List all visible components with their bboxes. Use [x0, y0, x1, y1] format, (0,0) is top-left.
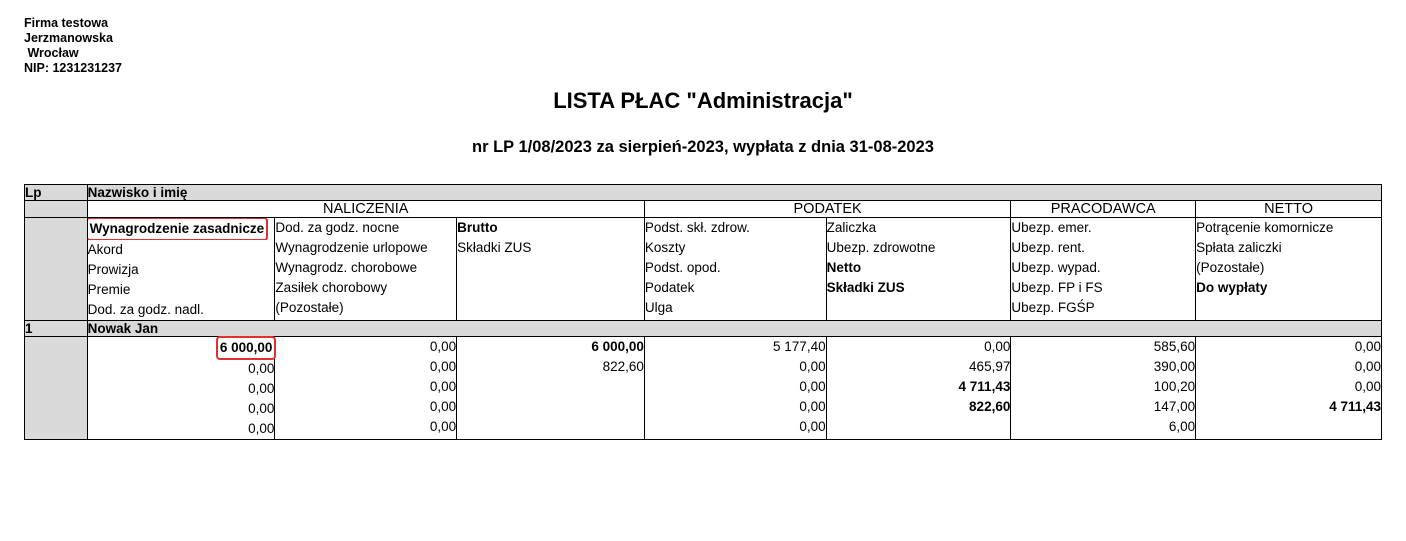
values-col3: [457, 337, 645, 440]
employee-name-row: [25, 321, 1382, 337]
value-skladki-zus: 822,60: [602, 359, 644, 374]
value-ubezp-zdrowotne: 465,97: [969, 359, 1011, 374]
label-ubezp-fp-fs: Ubezp. FP i FS: [1011, 280, 1103, 295]
labels-col7: [1196, 218, 1382, 321]
values-spacer: [25, 337, 88, 440]
label-netto: Netto: [826, 260, 862, 275]
value-ubezp-fgsp: 6,00: [1168, 419, 1196, 434]
row-employee-name: Nowak Jan: [87, 321, 1381, 337]
label-spacer: [25, 218, 88, 321]
highlighted-label: Wynagrodzenie zasadnicze: [88, 218, 269, 240]
row-lp: 1: [25, 321, 88, 337]
group-podatek: PODATEK: [644, 201, 1010, 218]
values-col4: [644, 337, 826, 440]
value-zaliczka: 0,00: [984, 339, 1011, 354]
label-wynagrodz-chorobowe: Wynagrodz. chorobowe: [275, 260, 418, 275]
label-dod-godz-nocne: Dod. za godz. nocne: [275, 220, 400, 235]
value-pozostale-naliczenia: 0,00: [429, 419, 457, 434]
label-zaliczka: Zaliczka: [826, 220, 877, 235]
values-col1: [87, 337, 275, 440]
label-premie: Premie: [87, 282, 131, 297]
label-ubezp-zdrowotne: Ubezp. zdrowotne: [826, 240, 936, 255]
label-do-wyplaty: Do wypłaty: [1196, 280, 1268, 295]
value-wynagrodz-chorobowe: 0,00: [429, 379, 457, 394]
label-pozostale-netto: (Pozostałe): [1196, 260, 1265, 275]
group-spacer: [25, 201, 88, 218]
company-street: Jerzmanowska: [24, 31, 113, 45]
company-name: Firma testowa: [24, 16, 109, 30]
value-akord: 0,00: [248, 361, 275, 376]
value-do-wyplaty: 4 711,43: [1329, 399, 1381, 414]
label-skladki-zus: Składki ZUS: [457, 240, 532, 255]
value-podst-skl-zdrow: 5 177,40: [773, 339, 826, 354]
value-dod-godz-nocne: 0,00: [429, 339, 457, 354]
page-subtitle: nr LP 1/08/2023 za sierpień-2023, wypłata z dnia 31-08-2023: [472, 138, 934, 156]
labels-col1: [87, 218, 275, 321]
header-name: Nazwisko i imię: [87, 185, 1381, 201]
label-ubezp-fgsp: Ubezp. FGŚP: [1011, 300, 1095, 315]
value-brutto: 6 000,00: [591, 339, 644, 354]
label-splata-zaliczki: Spłata zaliczki: [1196, 240, 1282, 255]
table-row: [25, 337, 1382, 440]
value-potracenie-komornicze: 0,00: [1354, 339, 1381, 354]
value-dod-godz-nadl: 0,00: [248, 421, 275, 436]
table-group-row: [25, 201, 1382, 218]
label-podst-opod: Podst. opod.: [644, 260, 721, 275]
label-koszty: Koszty: [644, 240, 686, 255]
table-label-row: [25, 218, 1382, 321]
label-skladki-zus-podatek: Składki ZUS: [826, 280, 905, 295]
group-naliczenia: NALICZENIA: [87, 201, 644, 218]
label-ubezp-rent: Ubezp. rent.: [1011, 240, 1085, 255]
label-ubezp-emer: Ubezp. emer.: [1011, 220, 1092, 235]
value-netto: 4 711,43: [958, 379, 1011, 394]
value-podatek: 0,00: [799, 399, 826, 414]
values-col7: [1196, 337, 1382, 440]
label-wynagrodzenie-urlopowe: Wynagrodzenie urlopowe: [275, 240, 428, 255]
label-podst-skl-zdrow: Podst. skł. zdrow.: [644, 220, 750, 235]
payroll-table: [24, 184, 1382, 440]
label-podatek: Podatek: [644, 280, 695, 295]
label-ubezp-wypad: Ubezp. wypad.: [1011, 260, 1101, 275]
company-nip: NIP: 1231231237: [24, 61, 122, 75]
value-wynagrodzenie-urlopowe: 0,00: [429, 359, 457, 374]
label-pozostale-naliczenia: (Pozostałe): [275, 300, 344, 315]
value-pozostale-netto: 0,00: [1354, 379, 1381, 394]
company-city: Wrocław: [24, 46, 79, 60]
values-col5: [826, 337, 1011, 440]
highlighted-value: 6 000,00: [216, 336, 277, 360]
company-info: [24, 16, 122, 76]
values-col6: [1011, 337, 1196, 440]
value-premie: 0,00: [248, 401, 275, 416]
header-lp: Lp: [25, 185, 88, 201]
table-header-row: [25, 185, 1382, 201]
value-podst-opod: 0,00: [799, 379, 826, 394]
label-akord: Akord: [87, 242, 123, 257]
value-ubezp-emer: 585,60: [1153, 339, 1196, 354]
value-ubezp-wypad: 100,20: [1153, 379, 1196, 394]
label-zasilek-chorobowy: Zasiłek chorobowy: [275, 280, 388, 295]
group-netto: NETTO: [1196, 201, 1382, 218]
value-ulga: 0,00: [799, 419, 826, 434]
label-brutto: Brutto: [457, 220, 498, 235]
value-skladki-zus-podatek: 822,60: [969, 399, 1011, 414]
value-ubezp-fp-fs: 147,00: [1153, 399, 1196, 414]
labels-col5: [826, 218, 1011, 321]
group-pracodawca: PRACODAWCA: [1011, 201, 1196, 218]
label-prowizja: Prowizja: [87, 262, 139, 277]
labels-col6: [1011, 218, 1196, 321]
page-title: LISTA PŁAC "Administracja": [553, 88, 853, 113]
value-koszty: 0,00: [799, 359, 826, 374]
values-col2: [275, 337, 457, 440]
value-zasilek-chorobowy: 0,00: [429, 399, 457, 414]
value-prowizja: 0,00: [248, 381, 275, 396]
labels-col3: [457, 218, 645, 321]
label-dod-godz-nadl: Dod. za godz. nadl.: [87, 302, 204, 317]
labels-col2: [275, 218, 457, 321]
value-ubezp-rent: 390,00: [1153, 359, 1196, 374]
labels-col4: [644, 218, 826, 321]
value-splata-zaliczki: 0,00: [1354, 359, 1381, 374]
label-ulga: Ulga: [644, 300, 673, 315]
label-potracenie-komornicze: Potrącenie komornicze: [1196, 220, 1334, 235]
